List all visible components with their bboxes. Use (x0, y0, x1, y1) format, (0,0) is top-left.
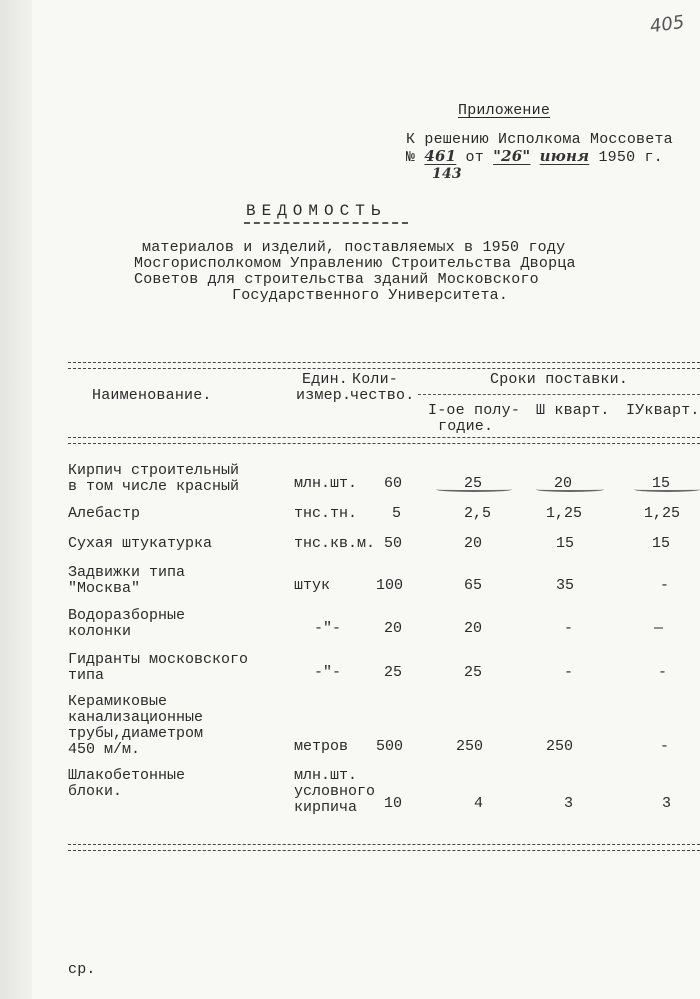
row-q3: 20 (554, 475, 573, 492)
header-q3: Ш кварт. (536, 402, 610, 419)
row-q3: 15 (556, 535, 575, 552)
row-qty: 5 (392, 505, 402, 522)
row-name: 450 м/м. (68, 741, 141, 758)
subtitle-line-1: материалов и изделий, поставляемых в 1950 году (142, 239, 566, 256)
row-name: Керамиковые (68, 693, 168, 710)
row-q4: 1,25 (644, 505, 681, 522)
decision-number: 461 (424, 147, 457, 165)
row-q3: - (564, 620, 574, 637)
title-underline (244, 222, 408, 224)
row-half1: 250 (456, 738, 484, 755)
decision-line: К решению Исполкома Моссовета (406, 131, 673, 148)
row-qty: 50 (384, 535, 403, 552)
row-q3: - (564, 664, 574, 681)
row-name: колонки (68, 623, 132, 640)
header-unit-2: измер. (296, 387, 352, 404)
row-unit: млн.шт. (294, 767, 358, 784)
row-unit: штук (294, 577, 331, 594)
table-header-rule (68, 437, 700, 444)
row-unit: млн.шт. (294, 475, 358, 492)
page-edge-shadow (0, 0, 32, 999)
row-qty: 25 (384, 664, 403, 681)
header-qty-2: чество. (350, 387, 415, 404)
subtitle-line-2: Мосгорисполкомом Управлению Строительства Дворца (134, 255, 576, 272)
header-unit-1: Един. (302, 371, 349, 388)
row-qty: 60 (384, 475, 403, 492)
row-unit: кирпича (294, 799, 358, 816)
row-half1: 20 (464, 620, 483, 637)
row-q4: — (654, 620, 664, 637)
row-name: Сухая штукатурка (68, 535, 213, 552)
appendix-title: Приложение (458, 102, 551, 119)
number-prefix: № (406, 149, 416, 166)
row-half1: 65 (464, 577, 483, 594)
decision-year: 1950 г. (598, 149, 663, 166)
row-unit: -"- (314, 664, 342, 681)
row-q4: - (660, 577, 670, 594)
handwritten-underline (436, 487, 512, 492)
row-name: Кирпич строительный (68, 462, 240, 479)
subtitle-line-4: Государственного Университета. (232, 287, 509, 304)
row-q4: - (658, 664, 668, 681)
row-qty: 10 (384, 795, 403, 812)
footer-note: ср. (68, 961, 96, 978)
handwritten-underline (634, 487, 700, 492)
row-name: Гидранты московского (68, 651, 249, 668)
header-half-2: годие. (438, 418, 494, 435)
row-qty: 20 (384, 620, 403, 637)
handwritten-underline (536, 487, 604, 492)
row-q3: 250 (546, 738, 574, 755)
page-number: 405 (648, 11, 686, 38)
row-name: Алебастр (68, 505, 141, 522)
header-periods: Сроки поставки. (490, 371, 629, 388)
header-half-1: I-ое полу- (428, 402, 521, 419)
row-half1: 2,5 (464, 505, 492, 522)
row-unit: тнс.тн. (294, 505, 358, 522)
row-half1: 25 (464, 475, 483, 492)
row-unit: метров (294, 738, 349, 755)
decision-number-sub: 143 (432, 166, 462, 182)
row-name: канализационные (68, 709, 204, 726)
table-bottom-rule (68, 844, 700, 851)
row-name: блоки. (68, 783, 123, 800)
document-title: ВЕДОМОСТЬ (246, 202, 387, 220)
header-q4: IУкварт. (626, 402, 700, 419)
decision-day: "26" (493, 147, 531, 165)
periods-rule (418, 394, 700, 395)
from-label: от (465, 149, 484, 166)
row-qty: 100 (376, 577, 404, 594)
header-qty-1: Коли- (352, 371, 399, 388)
row-name: трубы,диаметром (68, 725, 204, 742)
row-q4: 15 (652, 475, 671, 492)
row-q4: 3 (662, 795, 672, 812)
table-top-rule (68, 362, 700, 369)
row-name: "Москва" (68, 580, 141, 597)
row-q3: 1,25 (546, 505, 583, 522)
row-unit: -"- (314, 620, 342, 637)
row-half1: 20 (464, 535, 483, 552)
row-q3: 35 (556, 577, 575, 594)
row-unit: тнс.кв.м. (294, 535, 376, 552)
row-qty: 500 (376, 738, 404, 755)
row-half1: 25 (464, 664, 483, 681)
row-q4: - (660, 738, 670, 755)
subtitle-line-3: Советов для строительства зданий Московского (134, 271, 539, 288)
row-name: Шлакобетонные (68, 767, 186, 784)
header-name: Наименование. (92, 387, 212, 404)
decision-number-line (406, 148, 663, 166)
decision-month: июня (539, 147, 590, 165)
row-name: типа (68, 667, 105, 684)
row-name: Задвижки типа (68, 564, 186, 581)
row-unit: условного (294, 783, 376, 800)
row-name: Водоразборные (68, 607, 186, 624)
row-half1: 4 (474, 795, 484, 812)
row-q3: 3 (564, 795, 574, 812)
row-name: в том числе красный (68, 478, 240, 495)
row-q4: 15 (652, 535, 671, 552)
